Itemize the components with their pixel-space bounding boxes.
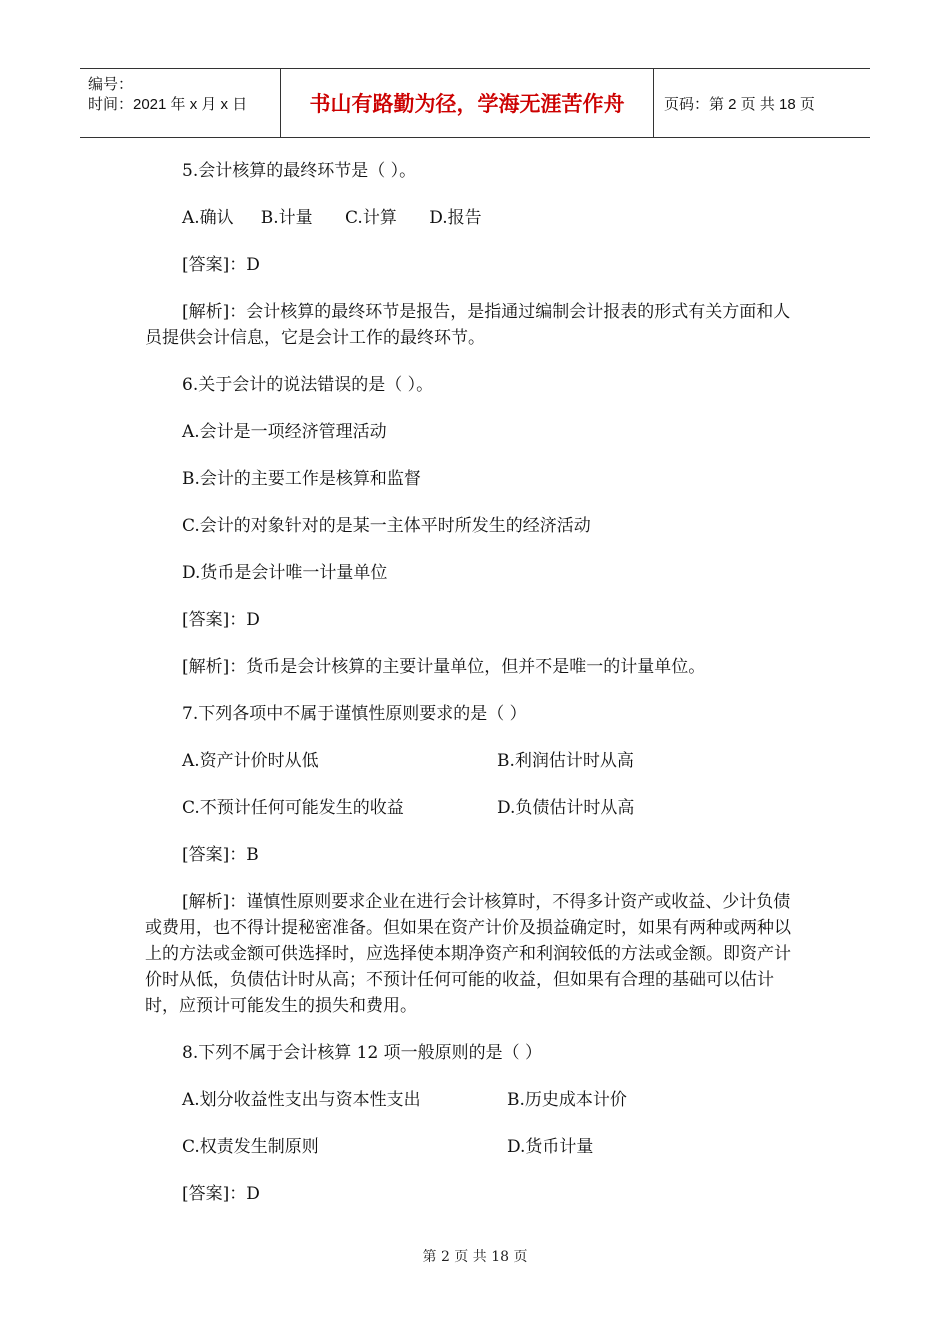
question-5: 5.会计核算的最终环节是（ ）。: [182, 161, 417, 181]
question-7-option-c: C.不预计任何可能发生的收益: [182, 798, 404, 818]
question-7-option-d: D.负债估计时从高: [497, 798, 635, 818]
question-7-answer: [答案]：B: [182, 845, 259, 865]
question-6-option-c: C.会计的对象针对的是某一主体平时所发生的经济活动: [182, 516, 591, 536]
question-8-option-a: A.划分收益性支出与资本性支出: [182, 1090, 421, 1110]
document-number-label: 编号：: [88, 76, 134, 93]
question-7-option-b: B.利润估计时从高: [497, 751, 634, 771]
page-footer: [0, 1246, 950, 1266]
question-8-options-row-1: [182, 1087, 800, 1113]
question-6-answer: [答案]：D: [182, 610, 260, 630]
header-motto: [281, 69, 654, 137]
document-date: 时间：2021 年 x 月 x 日: [88, 96, 248, 113]
question-6: 6.关于会计的说法错误的是（ ）。: [182, 375, 434, 395]
header-page-cell: [654, 69, 870, 137]
question-8-option-d: D.货币计量: [507, 1137, 594, 1157]
question-7-analysis: [解析]：谨慎性原则要求企业在进行会计核算时，不得多计资产或收益、少计负债或费用，也不得计提秘密准备。但如果在资产计价及损益确定时，如果有两种或两种以上的方法或金额可供选择时，应选择使本期净资产和利润较低的方法或金额。即资产计价时从低，负债估计时从高；不预计任何可能的收益，但如果有合理的基础可以估计时，应预计可能发生的损失和费用。: [145, 892, 791, 1016]
question-7-option-a: A.资产计价时从低: [182, 751, 319, 771]
question-5-options: A.确认 B.计量 C.计算 D.报告: [182, 208, 482, 228]
question-6-option-a: A.会计是一项经济管理活动: [182, 422, 387, 442]
question-6-analysis: [解析]：货币是会计核算的主要计量单位，但并不是唯一的计量单位。: [182, 657, 706, 677]
header-info-cell: [80, 69, 281, 137]
footer-page-number: 第 2 页 共 18 页: [422, 1249, 528, 1265]
page-header: [80, 68, 870, 138]
header-page-info: 页码：第 2 页 共 18 页: [664, 95, 815, 113]
question-8-option-c: C.权责发生制原则: [182, 1137, 319, 1157]
question-6-option-b: B.会计的主要工作是核算和监督: [182, 469, 421, 489]
question-5-answer: [答案]：D: [182, 255, 260, 275]
question-6-option-d: D.货币是会计唯一计量单位: [182, 563, 388, 583]
question-8: 8.下列不属于会计核算 12 项一般原则的是（ ）: [182, 1043, 543, 1063]
question-5-analysis: [解析]：会计核算的最终环节是报告，是指通过编制会计报表的形式有关方面和人员提供会计信息，它是会计工作的最终环节。: [145, 302, 791, 348]
question-7-options-row-1: [182, 748, 800, 774]
motto-text: 书山有路勤为径，学海无涯苦作舟: [309, 92, 625, 116]
question-8-answer: [答案]：D: [182, 1184, 260, 1204]
question-8-option-b: B.历史成本计价: [507, 1090, 627, 1110]
document-body: [145, 158, 800, 1207]
question-7: 7.下列各项中不属于谨慎性原则要求的是（ ）: [182, 704, 527, 724]
question-8-options-row-2: [182, 1134, 800, 1160]
question-7-options-row-2: [182, 795, 800, 821]
